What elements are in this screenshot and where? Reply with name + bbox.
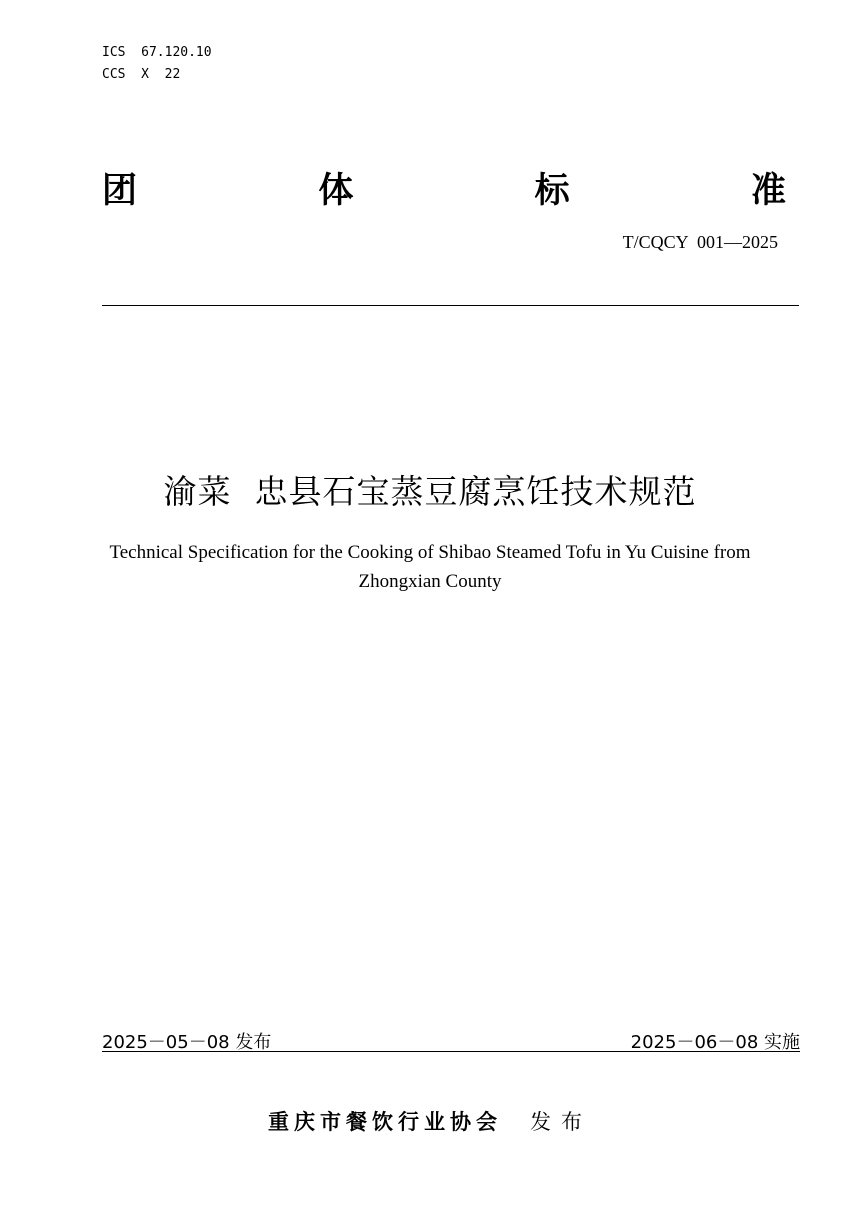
standard-type-char: 标 [534,171,570,211]
english-title-line: Zhongxian County [358,571,502,592]
standard-type-char: 体 [318,171,354,211]
standard-type-char: 准 [750,171,786,211]
english-title [60,538,800,596]
chinese-title: 渝菜 忠县石宝蒸豆腐烹饪技术规范 [163,472,697,511]
header-divider [102,305,799,306]
classification-codes [102,42,212,86]
standard-number: T/CQCY 001—2025 [622,232,778,252]
footer-divider [102,1051,800,1052]
release-date: 2025－05－08 发布 [102,1032,272,1053]
english-title-line: Technical Specification for the Cooking of Shibao Steamed Tofu in Yu Cuisine from [109,542,751,563]
publisher-line [0,1106,860,1136]
publisher-action: 发布 [530,1110,592,1134]
standard-type-char: 团 [102,171,138,211]
ics-code: ICS 67.120.10 [102,45,212,60]
ccs-code: CCS X 22 [102,67,181,82]
implementation-date: 2025－06－08 实施 [630,1032,800,1053]
standard-type-heading [102,165,786,211]
publisher-name: 重庆市餐饮行业协会 [268,1110,502,1134]
